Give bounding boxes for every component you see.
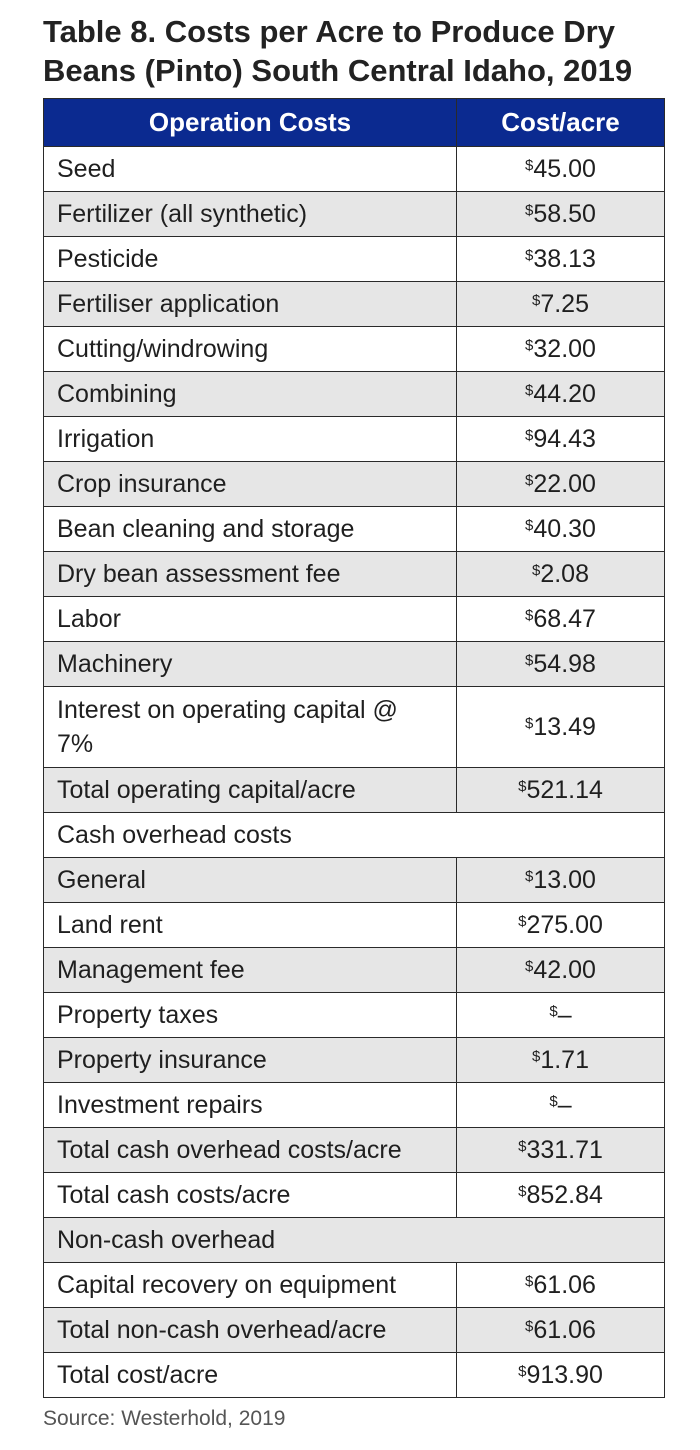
table-row: [44, 417, 665, 462]
table-row: [44, 642, 665, 687]
currency-symbol: $: [525, 427, 534, 444]
cost-amount: 61.06: [533, 1271, 596, 1299]
table-row: [44, 372, 665, 417]
row-value: [457, 507, 665, 552]
row-value: [457, 417, 665, 462]
cost-amount: 40.30: [533, 515, 596, 543]
row-value: [457, 642, 665, 687]
currency-symbol: $: [525, 652, 534, 669]
row-value: [457, 1128, 665, 1173]
row-value: [457, 552, 665, 597]
row-label: Machinery: [44, 642, 457, 687]
row-value: [457, 687, 665, 768]
cost-amount: 45.00: [533, 155, 596, 183]
currency-symbol: $: [525, 517, 534, 534]
section-label: Non-cash overhead: [44, 1218, 665, 1263]
currency-symbol: $: [525, 715, 534, 732]
table-row: [44, 1128, 665, 1173]
cost-amount: 61.06: [533, 1316, 596, 1344]
row-value: [457, 1353, 665, 1398]
row-label: Labor: [44, 597, 457, 642]
row-value: [457, 1308, 665, 1353]
column-header-cost-per-acre: Cost/acre: [457, 99, 665, 147]
cost-amount: 54.98: [533, 650, 596, 678]
table-row: [44, 948, 665, 993]
cost-table: [43, 98, 665, 1398]
row-value: [457, 327, 665, 372]
row-label: Property taxes: [44, 993, 457, 1038]
currency-symbol: $: [525, 247, 534, 264]
cost-amount: –: [557, 1091, 572, 1119]
currency-symbol: $: [525, 607, 534, 624]
cost-amount: 68.47: [533, 605, 596, 633]
cost-amount: –: [557, 1001, 572, 1029]
cost-amount: 275.00: [526, 911, 603, 939]
table-row: [44, 858, 665, 903]
row-value: [457, 462, 665, 507]
table-row: [44, 147, 665, 192]
table-row: [44, 462, 665, 507]
currency-symbol: $: [525, 337, 534, 354]
cost-amount: 13.49: [533, 713, 596, 741]
row-label: Total operating capital/acre: [44, 768, 457, 813]
table-row: [44, 687, 665, 768]
section-label: Cash overhead costs: [44, 813, 665, 858]
row-label: General: [44, 858, 457, 903]
cost-amount: 1.71: [540, 1046, 589, 1074]
row-label: Interest on operating capital @ 7%: [44, 687, 457, 768]
table-row: [44, 1038, 665, 1083]
table-row: [44, 282, 665, 327]
row-value: [457, 1038, 665, 1083]
row-value: [457, 858, 665, 903]
row-label: Total cash overhead costs/acre: [44, 1128, 457, 1173]
table-body: [44, 147, 665, 1398]
currency-symbol: $: [549, 1093, 558, 1110]
row-label: Seed: [44, 147, 457, 192]
table-row: [44, 768, 665, 813]
row-value: [457, 903, 665, 948]
table-row: [44, 813, 665, 858]
row-label: Total cost/acre: [44, 1353, 457, 1398]
table-title: Table 8. Costs per Acre to Produce Dry Beans (Pinto) South Central Idaho, 2019: [43, 14, 633, 88]
cost-amount: 38.13: [533, 245, 596, 273]
cost-amount: 13.00: [533, 866, 596, 894]
table-row: [44, 327, 665, 372]
table-row: [44, 1353, 665, 1398]
row-label: Land rent: [44, 903, 457, 948]
table-row: [44, 192, 665, 237]
cost-amount: 521.14: [526, 776, 603, 804]
row-label: Dry bean assessment fee: [44, 552, 457, 597]
currency-symbol: $: [525, 202, 534, 219]
cost-amount: 42.00: [533, 956, 596, 984]
currency-symbol: $: [525, 868, 534, 885]
currency-symbol: $: [549, 1003, 558, 1020]
table-row: [44, 552, 665, 597]
currency-symbol: $: [518, 1363, 527, 1380]
table-row: [44, 1308, 665, 1353]
table-row: [44, 903, 665, 948]
currency-symbol: $: [525, 1318, 534, 1335]
table-header-row: [44, 99, 665, 147]
row-value: [457, 237, 665, 282]
row-value: [457, 993, 665, 1038]
row-value: [457, 282, 665, 327]
row-label: Capital recovery on equipment: [44, 1263, 457, 1308]
row-value: [457, 768, 665, 813]
row-value: [457, 372, 665, 417]
currency-symbol: $: [525, 157, 534, 174]
row-label: Bean cleaning and storage: [44, 507, 457, 552]
row-value: [457, 1263, 665, 1308]
row-label: Total cash costs/acre: [44, 1173, 457, 1218]
row-value: [457, 192, 665, 237]
source-note: Source: Westerhold, 2019: [43, 1407, 286, 1430]
currency-symbol: $: [531, 1048, 541, 1065]
table-row: [44, 1083, 665, 1128]
row-label: Total non-cash overhead/acre: [44, 1308, 457, 1353]
currency-symbol: $: [525, 1273, 534, 1290]
row-label: Crop insurance: [44, 462, 457, 507]
currency-symbol: $: [518, 1183, 527, 1200]
currency-symbol: $: [531, 292, 541, 309]
table-row: [44, 507, 665, 552]
cost-amount: 32.00: [533, 335, 596, 363]
row-value: [457, 948, 665, 993]
row-label: Investment repairs: [44, 1083, 457, 1128]
row-label: Irrigation: [44, 417, 457, 462]
cost-amount: 44.20: [533, 380, 596, 408]
column-header-operation-costs: Operation Costs: [44, 99, 457, 147]
currency-symbol: $: [518, 778, 527, 795]
cost-amount: 58.50: [533, 200, 596, 228]
table-row: [44, 1173, 665, 1218]
currency-symbol: $: [525, 958, 534, 975]
row-label: Management fee: [44, 948, 457, 993]
table-row: [44, 237, 665, 282]
row-label: Fertilizer (all synthetic): [44, 192, 457, 237]
currency-symbol: $: [525, 382, 534, 399]
row-label: Pesticide: [44, 237, 457, 282]
currency-symbol: $: [518, 913, 527, 930]
row-label: Property insurance: [44, 1038, 457, 1083]
row-value: [457, 1173, 665, 1218]
currency-symbol: $: [518, 1138, 527, 1155]
table-row: [44, 1218, 665, 1263]
row-value: [457, 147, 665, 192]
row-label: Fertiliser application: [44, 282, 457, 327]
row-value: [457, 1083, 665, 1128]
currency-symbol: $: [525, 472, 534, 489]
cost-amount: 7.25: [540, 290, 589, 318]
cost-amount: 22.00: [533, 470, 596, 498]
currency-symbol: $: [531, 562, 541, 579]
cost-amount: 913.90: [526, 1361, 603, 1389]
row-value: [457, 597, 665, 642]
cost-amount: 2.08: [540, 560, 589, 588]
row-label: Combining: [44, 372, 457, 417]
cost-amount: 331.71: [526, 1136, 603, 1164]
table-row: [44, 993, 665, 1038]
cost-amount: 852.84: [526, 1181, 603, 1209]
row-label: Cutting/windrowing: [44, 327, 457, 372]
cost-amount: 94.43: [533, 425, 596, 453]
table-row: [44, 597, 665, 642]
table-row: [44, 1263, 665, 1308]
